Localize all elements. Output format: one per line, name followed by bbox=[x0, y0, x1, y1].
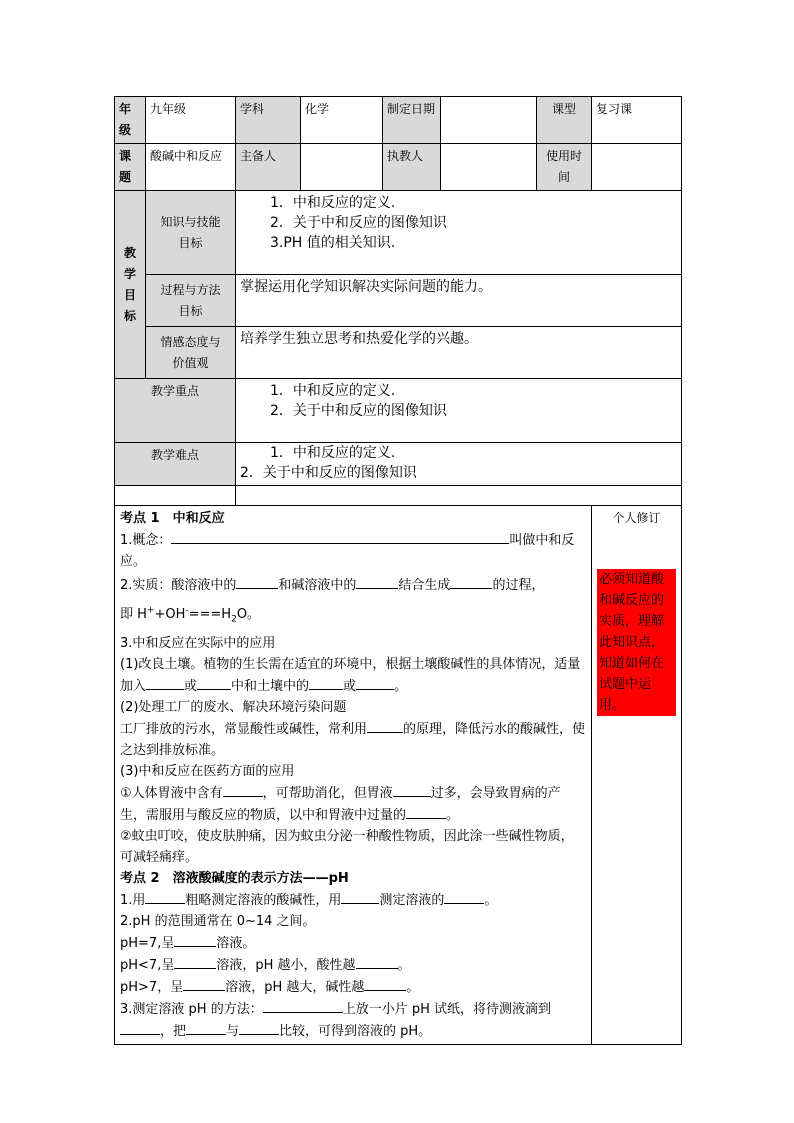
process-goal: 掌握运用化学知识解决实际问题的能力。 bbox=[236, 275, 682, 327]
teacher-label: 执教人 bbox=[383, 144, 441, 191]
difficult-points-label: 教学难点 bbox=[115, 443, 236, 486]
k1-title: 考点 1 中和反应 bbox=[120, 511, 225, 526]
k1-essence: 2.实质：酸溶液中的 和碱溶液中的 结合生成 的过程， bbox=[120, 574, 586, 596]
date-label: 制定日期 bbox=[383, 97, 441, 144]
subject-label: 学科 bbox=[236, 97, 301, 144]
empty-cell bbox=[115, 486, 236, 506]
k1-waste: 工厂排放的污水，常显酸性或碱性，常利用 的原理，降低污水的酸碱性，使之达到排放标准。 bbox=[120, 718, 586, 761]
k2-line4: pH<7,呈 溶液，pH 越小，酸性越 。 bbox=[120, 954, 586, 976]
k2-line1: 1.用 粗略测定溶液的酸碱性，用 测定溶液的 。 bbox=[120, 889, 586, 911]
goals-label: 教学目标 bbox=[115, 191, 146, 379]
empty-cell bbox=[236, 486, 682, 506]
k2-title: 考点 2 溶液酸碱度的表示方法——pH bbox=[120, 871, 349, 886]
grade-value: 九年级 bbox=[146, 97, 236, 144]
knowledge-item: 3.PH 值的相关知识. bbox=[270, 235, 396, 251]
preparer-label: 主备人 bbox=[236, 144, 301, 191]
date-value bbox=[441, 97, 537, 144]
difficult-points bbox=[236, 443, 682, 486]
teacher-value bbox=[441, 144, 537, 191]
key-point-item: 2．关于中和反应的图像知识 bbox=[270, 403, 447, 419]
review-content bbox=[115, 506, 592, 1045]
key-point-item: 1．中和反应的定义. bbox=[270, 383, 396, 399]
lesson-plan bbox=[114, 96, 681, 1045]
emotion-goal: 培养学生独立思考和热爱化学的兴趣。 bbox=[236, 327, 682, 379]
topic-label: 课题 bbox=[115, 144, 146, 191]
key-points bbox=[236, 379, 682, 443]
preparer-value bbox=[301, 144, 383, 191]
k1-concept: 1.概念： 叫做中和反应。 bbox=[120, 529, 586, 572]
k1-apply: 3.中和反应在实际中的应用 bbox=[120, 636, 276, 651]
k1-formula: 即 $H^++OH^-===H_2O$。 bbox=[120, 605, 261, 625]
k2-line3: pH=7,呈 溶液。 bbox=[120, 932, 586, 954]
knowledge-item: 2．关于中和反应的图像知识 bbox=[270, 215, 447, 231]
revision-label: 个人修订 bbox=[612, 511, 661, 525]
usetime-label: 使用时间 bbox=[537, 144, 592, 191]
k2-line5: pH>7，呈 溶液，pH 越大，碱性越 。 bbox=[120, 976, 586, 998]
knowledge-item: 1．中和反应的定义. bbox=[270, 195, 396, 211]
grade-label: 年级 bbox=[115, 97, 146, 144]
knowledge-label: 知识与技能目标 bbox=[146, 191, 236, 275]
k1-med1: ①人体胃液中含有 ，可帮助消化，但胃液 过多，会导致胃病的产生，需服用与酸反应的物质，以中和胃液中过量的 。 bbox=[120, 782, 586, 826]
type-label: 课型 bbox=[537, 97, 592, 144]
lesson-plan-table bbox=[114, 96, 682, 1045]
usetime-value bbox=[592, 144, 682, 191]
revision-column bbox=[592, 506, 682, 1045]
subject-value: 化学 bbox=[301, 97, 383, 144]
topic-value: 酸碱中和反应 bbox=[146, 144, 236, 191]
k1-waste-title: (2)处理工厂的废水、解决环境污染问题 bbox=[120, 700, 347, 715]
k1-med-title: (3)中和反应在医药方面的应用 bbox=[120, 764, 295, 779]
k2-line2: 2.pH 的范围通常在 0~14 之间。 bbox=[120, 914, 316, 929]
k1-med2: ②蚊虫叮咬，使皮肤肿痛，因为蚊虫分泌一种酸性物质，因此涂一些碱性物质，可减轻痛痒。 bbox=[120, 829, 574, 865]
revision-note: 必须知道酸和碱反应的实质，理解此知识点，知道如何在试题中运用。 bbox=[597, 569, 676, 716]
difficult-point-item: 1．中和反应的定义. bbox=[270, 445, 396, 461]
k1-soil: (1)改良土壤。植物的生长需在适宜的环境中，根据土壤酸碱性的具体情况，适量加入 或 中和土壤中的 或 。 bbox=[120, 657, 581, 694]
emotion-label: 情感态度与价值观 bbox=[146, 327, 236, 379]
key-points-label: 教学重点 bbox=[115, 379, 236, 443]
k2-line6: 3.测定溶液 pH 的方法： 上放一小片 pH 试纸，将待测液滴到，把 与 比较，可得到溶液的 pH。 bbox=[120, 998, 586, 1042]
type-value: 复习课 bbox=[592, 97, 682, 144]
difficult-point-item: 2．关于中和反应的图像知识 bbox=[240, 465, 417, 481]
knowledge-goals bbox=[236, 191, 682, 275]
process-label: 过程与方法目标 bbox=[146, 275, 236, 327]
